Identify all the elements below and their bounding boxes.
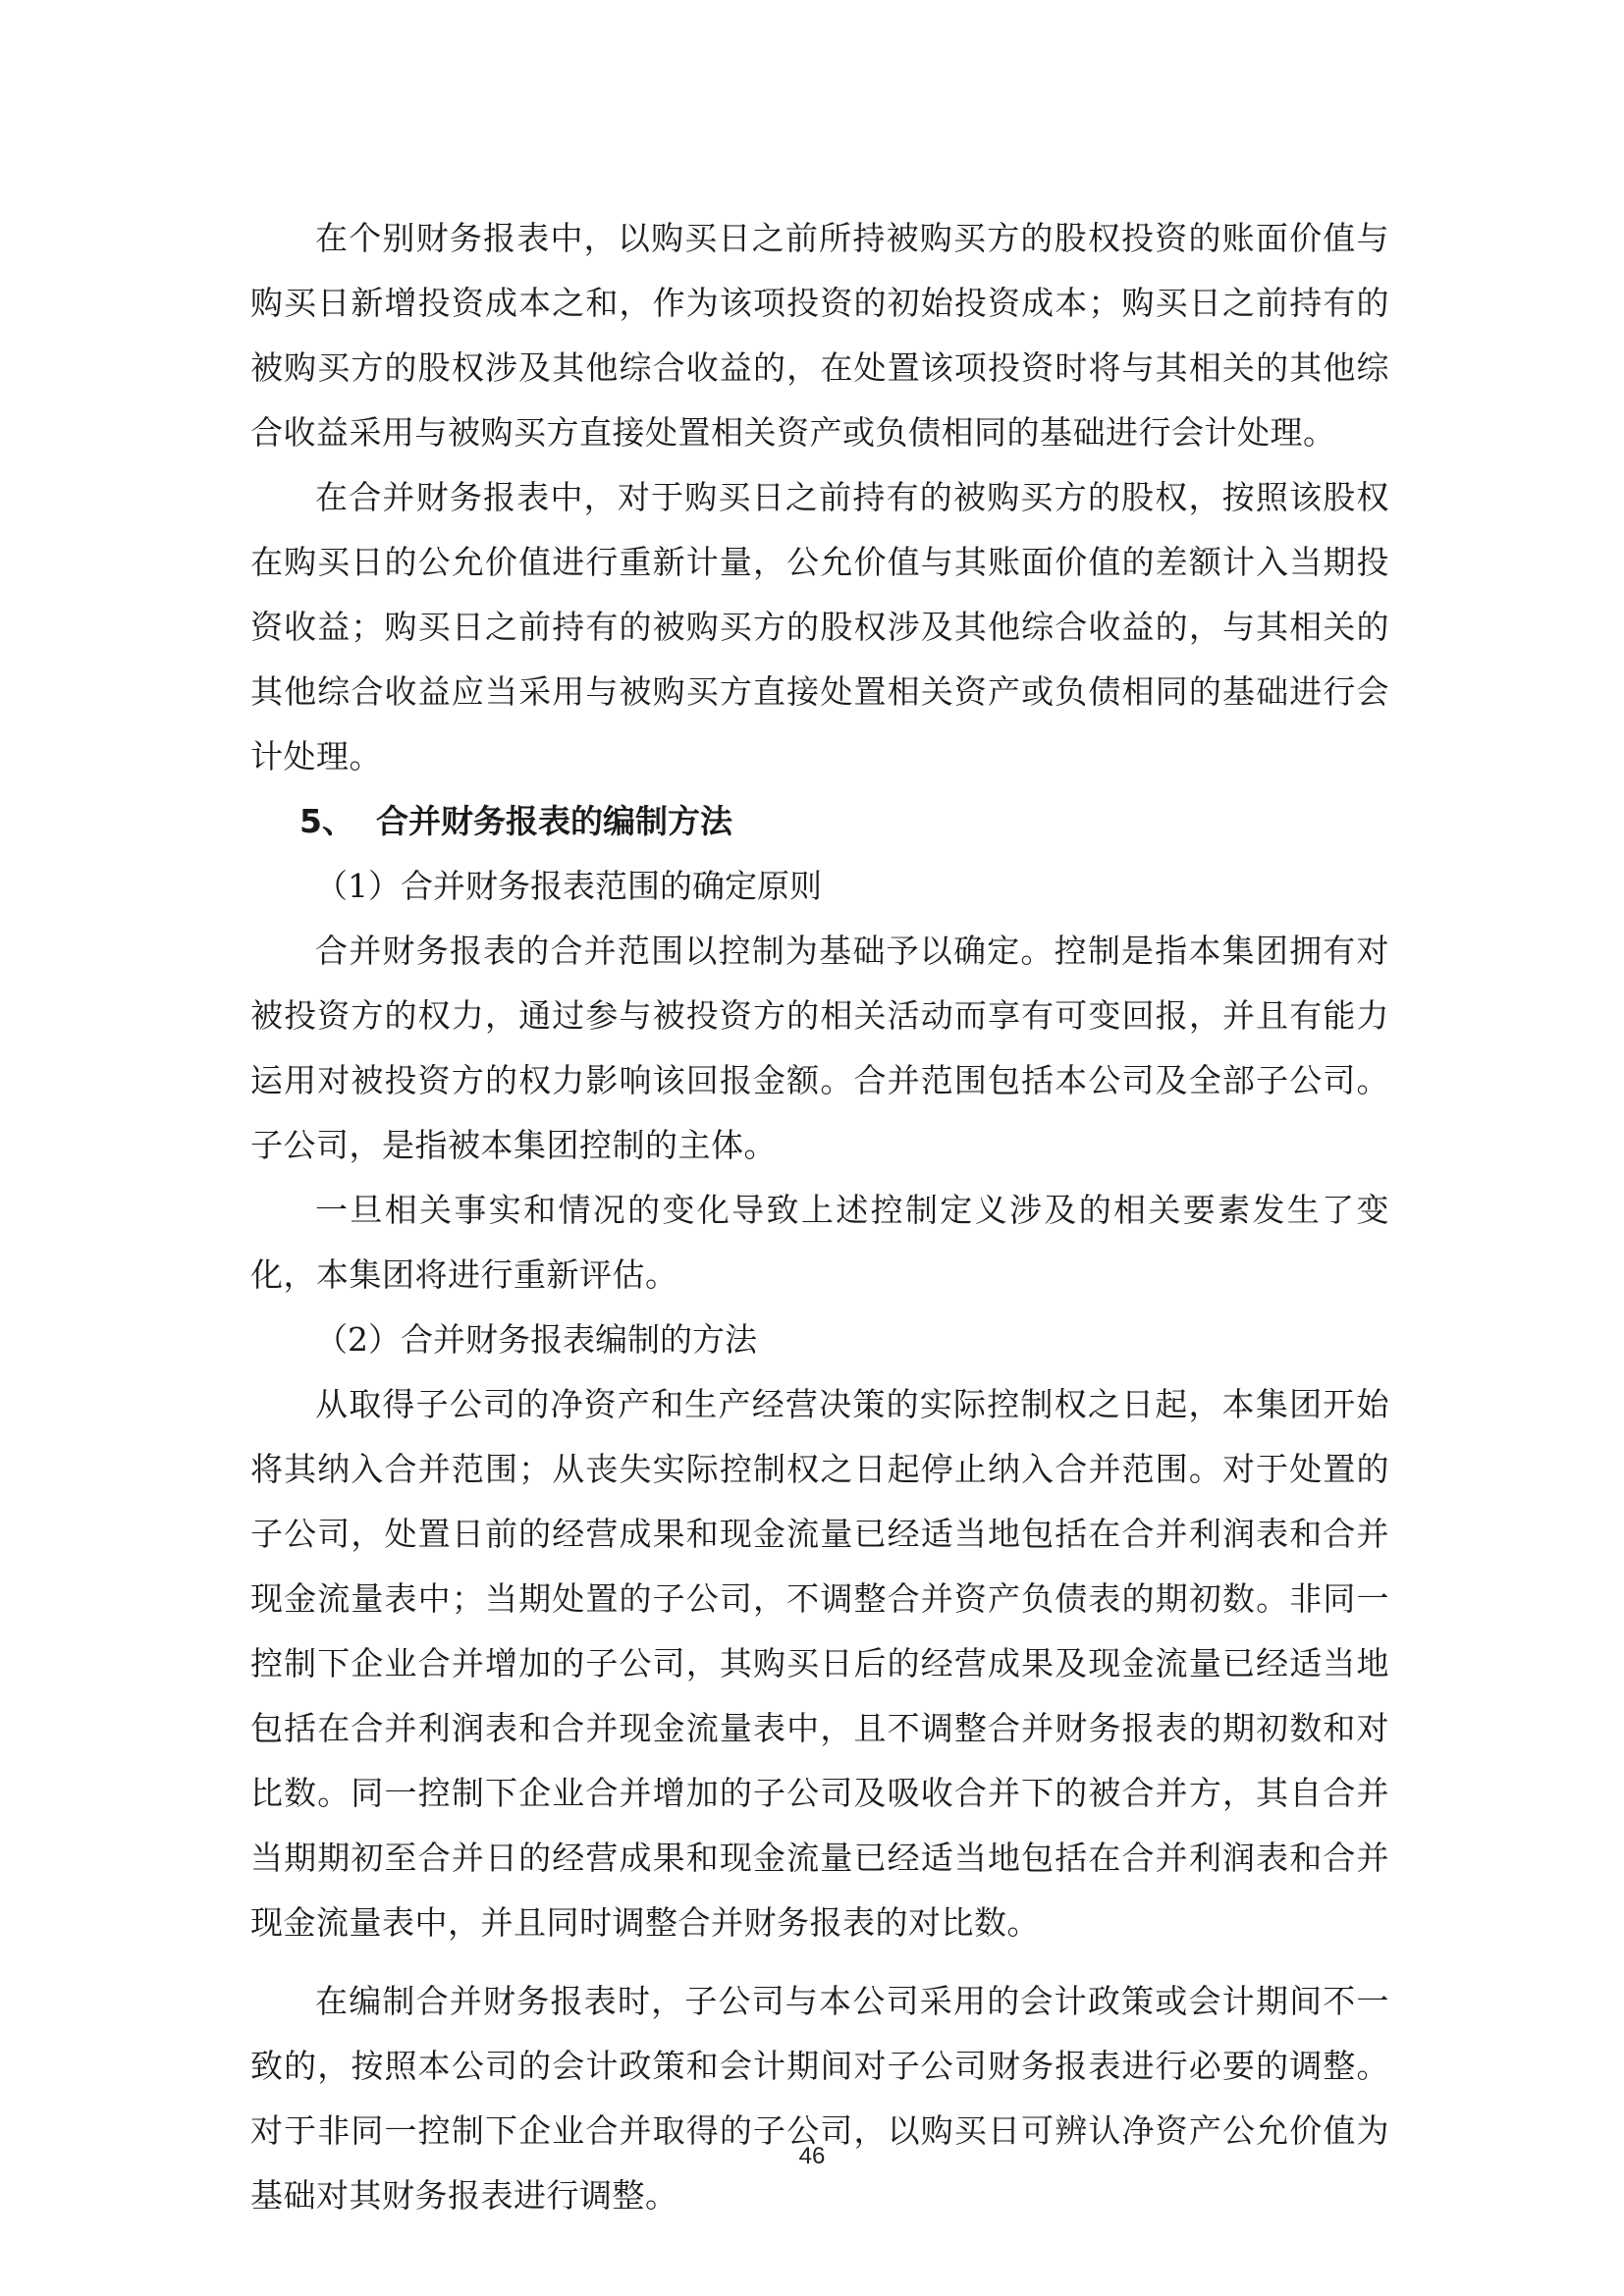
paragraph-individual-statements: 在个别财务报表中，以购买日之前所持被购买方的股权投资的账面价值与购买日新增投资成本之和，作为该项投资的初始投资成本；购买日之前持有的被购买方的股权涉及其他综合收益的，在处置该项投资时将与其相关的其他综合收益采用与被购买方直接处置相关资产或负债相同的基础进行会计处理。: [250, 219, 1389, 452]
section-number: 5、: [299, 802, 354, 840]
paragraph-policy-adjustment: 在编制合并财务报表时，子公司与本公司采用的会计政策或会计期间不一致的，按照本公司的会计政策和会计期间对子公司财务报表进行必要的调整。对于非同一控制下企业合并取得的子公司，以购买日可辨认净资产公允价值为基础对其财务报表进行调整。: [250, 1982, 1389, 2215]
paragraph-consolidation-scope: 合并财务报表的合并范围以控制为基础予以确定。控制是指本集团拥有对被投资方的权力，通过参与被投资方的相关活动而享有可变回报，并且有能力运用对被投资方的权力影响该回报金额。合并范围包括本公司及全部子公司。子公司，是指被本集团控制的主体。: [250, 932, 1389, 1164]
section-title: 合并财务报表的编制方法: [375, 802, 732, 840]
subheading-preparation-method: （2）合并财务报表编制的方法: [315, 1320, 757, 1359]
section-heading: [250, 789, 1389, 854]
page-body: [250, 206, 1389, 2228]
paragraph-inclusion-period: 从取得子公司的净资产和生产经营决策的实际控制权之日起，本集团开始将其纳入合并范围；从丧失实际控制权之日起停止纳入合并范围。对于处置的子公司，处置日前的经营成果和现金流量已经适当地包括在合并利润表和合并现金流量表中；当期处置的子公司，不调整合并资产负债表的期初数。非同一控制下企业合并增加的子公司，其购买日后的经营成果及现金流量已经适当地包括在合并利润表和合并现金流量表中，且不调整合并财务报表的期初数和对比数。同一控制下企业合并增加的子公司及吸收合并下的被合并方，其自合并当期期初至合并日的经营成果和现金流量已经适当地包括在合并利润表和合并现金流量表中，并且同时调整合并财务报表的对比数。: [250, 1385, 1389, 1942]
paragraph-reassessment: 一旦相关事实和情况的变化导致上述控制定义涉及的相关要素发生了变化，本集团将进行重新评估。: [250, 1191, 1389, 1294]
subheading-scope-principle: （1）合并财务报表范围的确定原则: [315, 867, 822, 905]
page-number: 46: [798, 2143, 826, 2169]
paragraph-consolidated-statements: 在合并财务报表中，对于购买日之前持有的被购买方的股权，按照该股权在购买日的公允价值进行重新计量，公允价值与其账面价值的差额计入当期投资收益；购买日之前持有的被购买方的股权涉及其他综合收益的，与其相关的其他综合收益应当采用与被购买方直接处置相关资产或负债相同的基础进行会计处理。: [250, 478, 1389, 775]
